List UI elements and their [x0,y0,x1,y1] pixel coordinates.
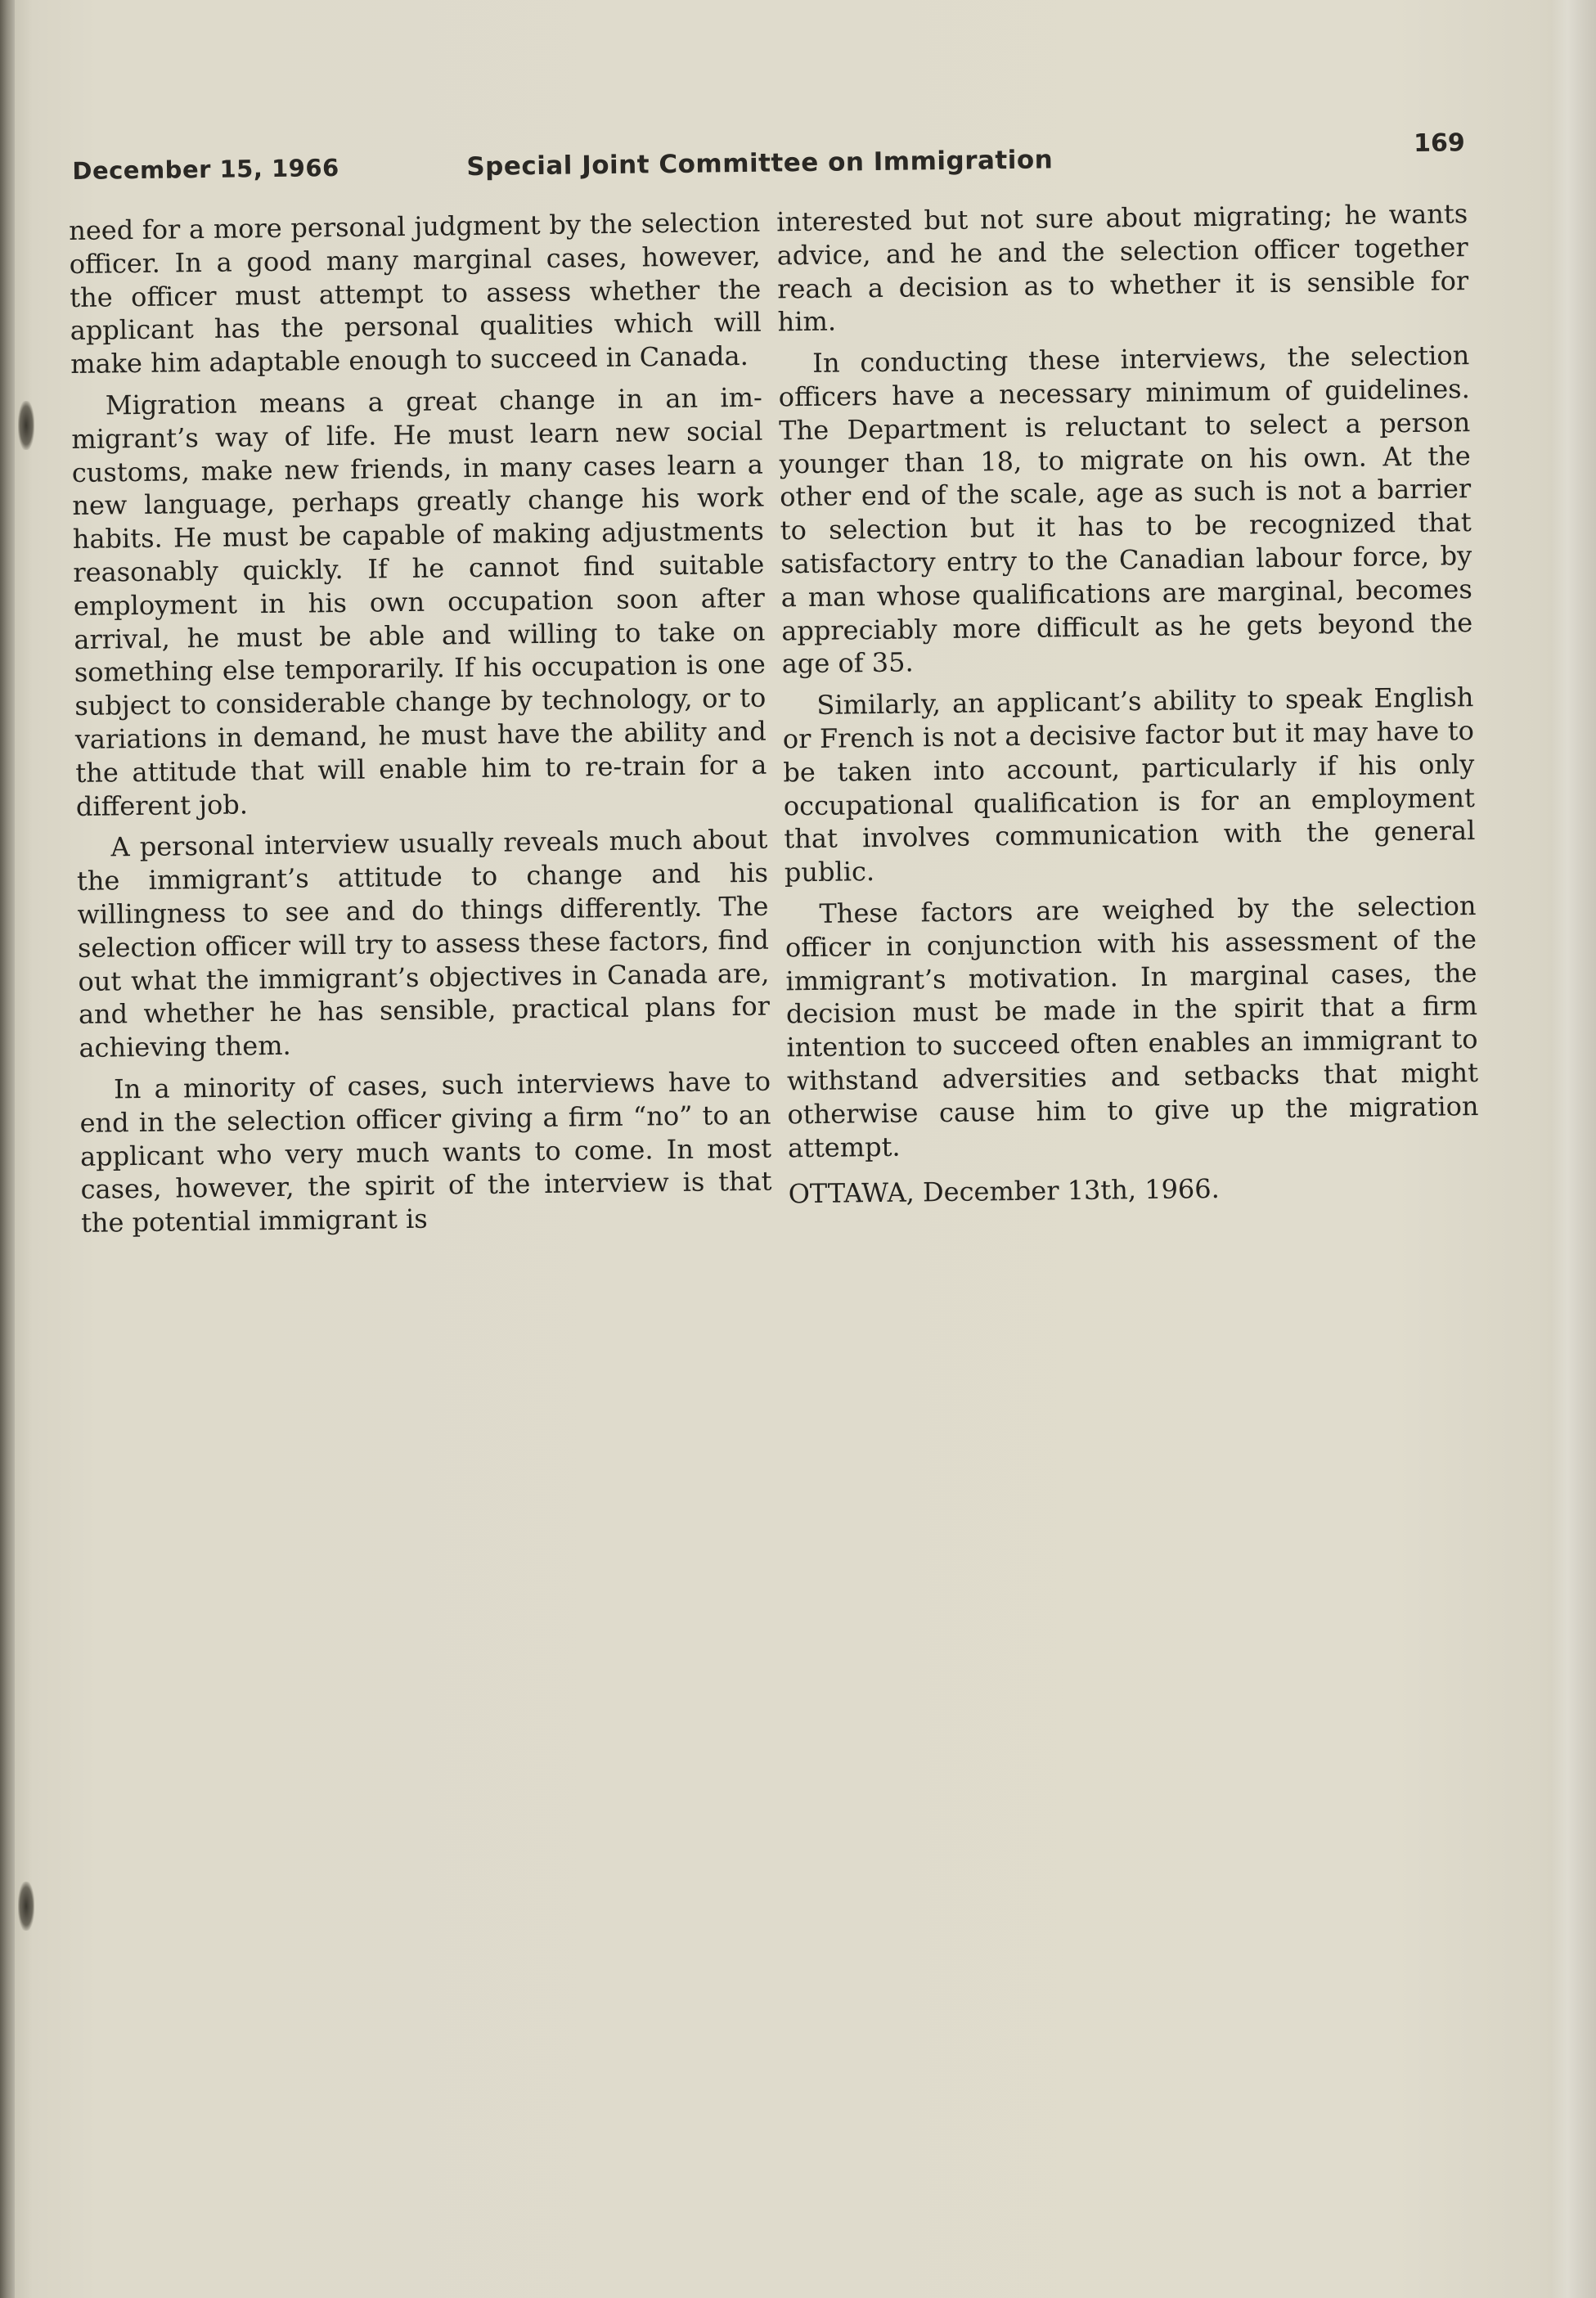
page-edge-shadow [1551,0,1596,2298]
paragraph: In conducting these interviews, the selection officers have a necessary minimum of guidelines. The Department is reluctant to select a person younger than 18, to migrate on his own. At the other end of the scale, age as such is not a barrier to selection but it has to be recognized that satisfactory entry to the Canadian labour force, by a man whose qualifications are marginal, becomes appreciably more difficult as he gets beyond the age of 35. [778,340,1473,680]
paragraph: In a minority of cases, such interviews have to end in the selection officer giving a firm “no” to an applicant who very much wants to come. In most cases, however, the spirit of the interview is that the potential immigrant is [79,1065,772,1239]
header-committee-title: Special Joint Committee on Immigration [466,145,1054,182]
paragraph: A personal interview usually reveals much about the immigrant’s attitude to change and his willingness to see and do things differently. The selection officer will try to assess these factors, find out what the immigrant’s objectives in Canada are, and whether he has sensible, practical plans for achieving them. [76,823,771,1064]
dateline: OTTAWA, December 13th, 1966. [788,1173,1221,1210]
body-text [69,197,1497,1294]
paragraph: interested but not sure about migrating; he wants advice, and he and the selection officer together reach a decision as to whether it is sensible for him. [776,198,1469,338]
left-column [69,206,772,1248]
right-column [776,197,1480,1219]
binding-ring [18,1882,34,1931]
running-header [72,128,1472,195]
page-number: 169 [1413,128,1465,158]
paragraph: Similarly, an applicant’s ability to speak English or French is not a decisive factor but it may have to be taken into account, particularly if his only occupational qualification is for an employment that involves communication with the general public. [782,681,1476,888]
paragraph: These factors are weighed by the selection officer in conjunction with his assessment of the immigrant’s motivation. In marginal cases, the decision must be made in the spirit that a firm intention to succeed often enables an immigrant to withstand adversities and setbacks that might otherwise cause him to give up the migration attempt. [785,889,1479,1163]
binding-spine [0,0,15,2298]
binding-ring [18,401,34,450]
paragraph: need for a more personal judgment by the selection officer. In a good many marginal cases, however, the officer must attempt to assess whether the applicant has the personal qualities which will make him adaptable enough to succeed in Canada. [69,206,762,380]
paragraph: Migration means a great change in an immigrant’s way of life. He must learn new social customs, make new friends, in many cases learn a new language, perhaps greatly change his work habits. He must be capable of making adjustments reasonably quickly. If he cannot find suitable employment in his own occupation soon after arrival, he must be able and willing to take on something else temporarily. If his occupation is one subject to considerable change by technology, or to variations in demand, he must have the ability and the attitude that will enable him to re-train for a different job. [71,381,767,822]
header-date: December 15, 1966 [72,154,339,185]
